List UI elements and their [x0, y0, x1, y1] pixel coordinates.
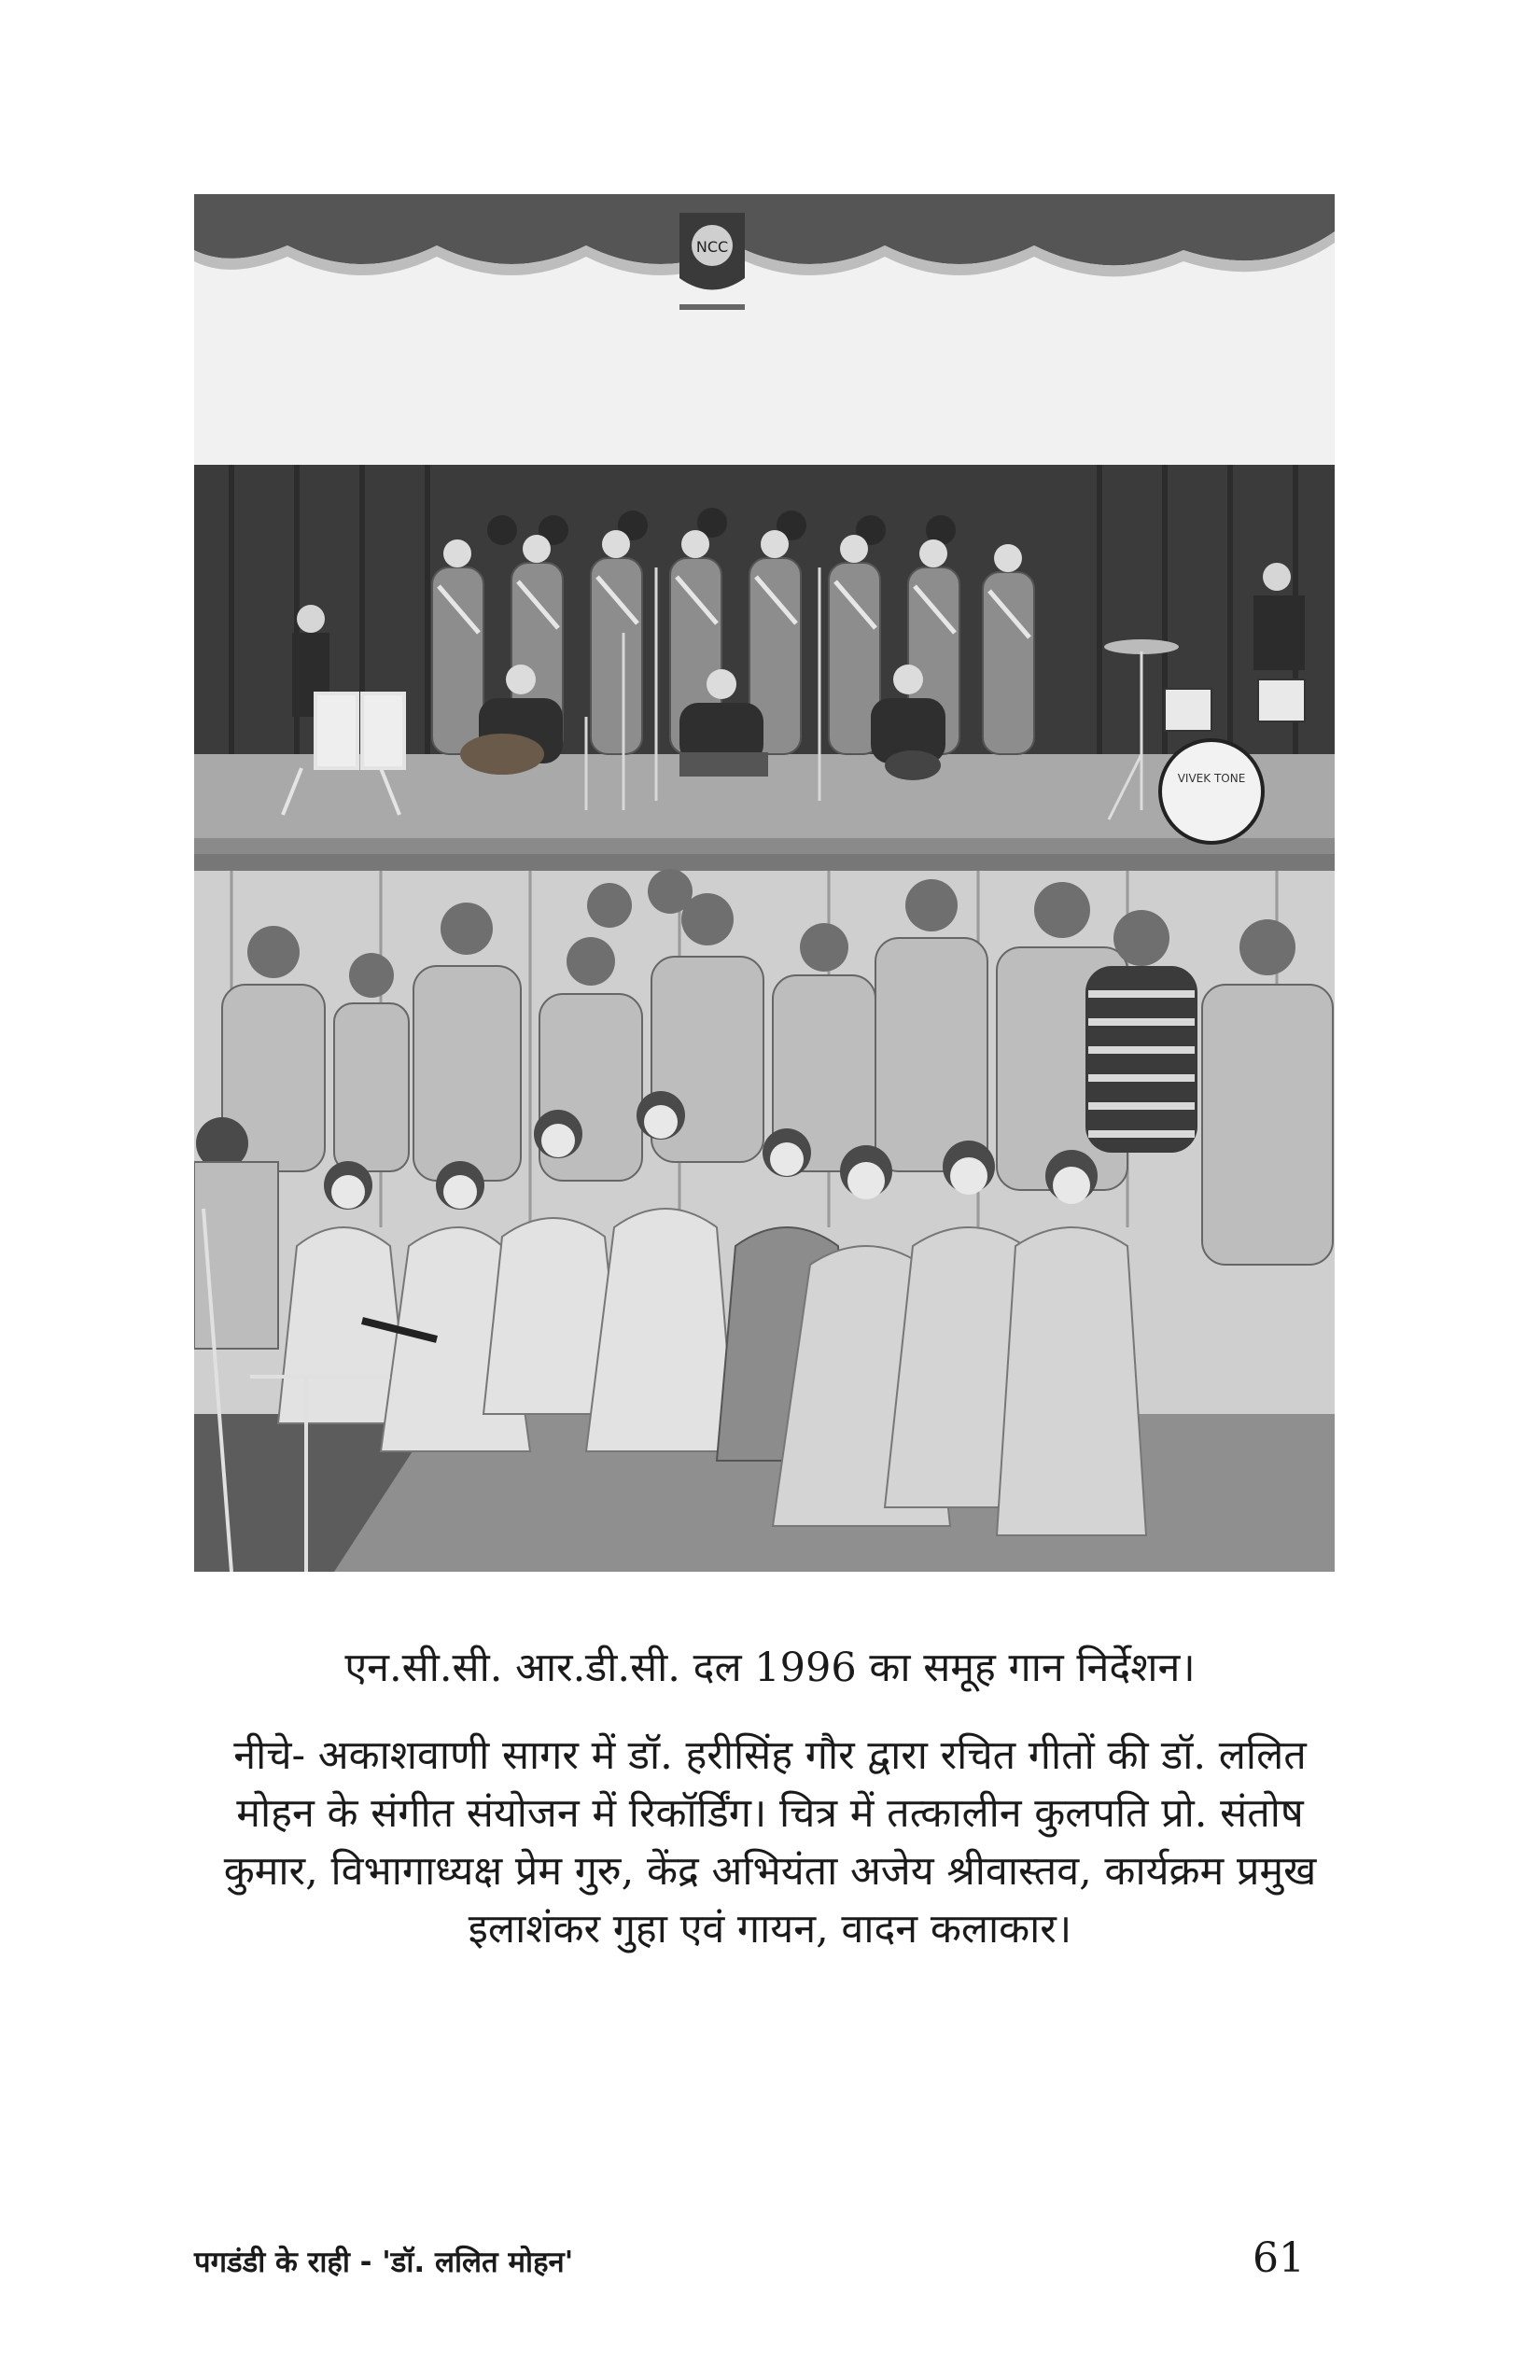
photo-caption-top: एन.सी.सी. आर.डी.सी. दल 1996 का समूह गान निर्देशन।	[344, 1645, 1196, 1691]
caption-line: कुमार, विभागाध्यक्ष प्रेम गुरु, केंद्र अभियंता अजेय श्रीवास्तव, कार्यक्रम प्रमुख	[223, 1848, 1317, 1895]
ncc-emblem-text: NCC	[695, 238, 729, 256]
caption-line: नीचे- अकाशवाणी सागर में डॉ. हरीसिंह गौर द्वारा रचित गीतों की डॉ. ललित	[233, 1732, 1307, 1779]
caption-line: मोहन के संगीत संयोजन में रिकॉर्डिंग। चित्र में तत्कालीन कुलपति प्रो. संतोष	[236, 1790, 1304, 1837]
recording-group-image	[194, 854, 1335, 1572]
stage-performance-photo	[194, 194, 1335, 854]
caption-line: इलाशंकर गुहा एवं गायन, वादन कलाकार।	[468, 1906, 1072, 1953]
page-number: 61	[1253, 2234, 1305, 2282]
book-title-footer: पगडंडी के राही - 'डॉ. ललित मोहन'	[194, 2246, 574, 2279]
stage-performance-image	[194, 194, 1335, 854]
photo-caption-description	[140, 1727, 1400, 1958]
drum-kit-text: VIVEK TONE	[1177, 772, 1246, 785]
recording-group-photo	[194, 854, 1335, 1572]
